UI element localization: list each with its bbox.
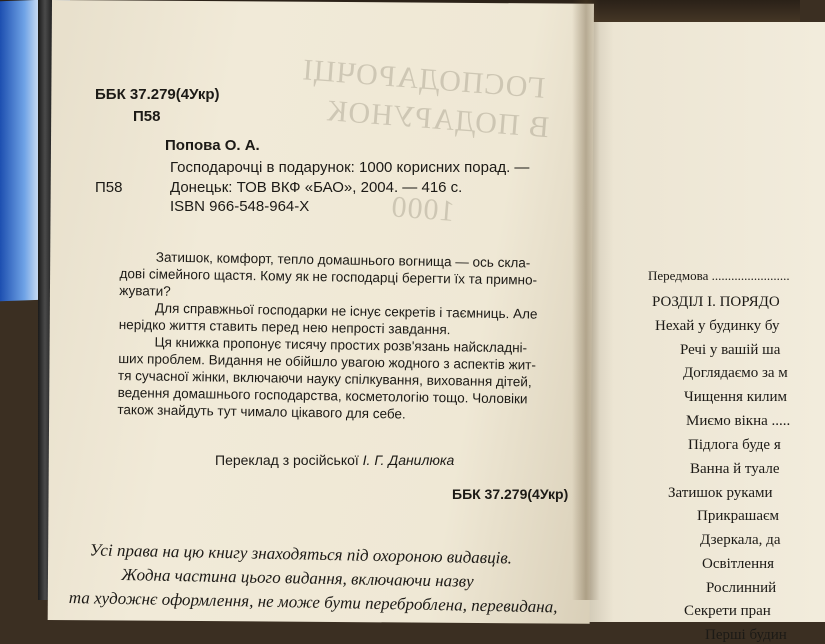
- rights-line: та художнє оформлення, не може бути переброблена, перевидана,: [68, 587, 558, 617]
- rights-line: Усі права на цю книгу знаходяться під охороною видавців.: [89, 540, 513, 568]
- toc-item: Прикрашаєм: [697, 508, 779, 524]
- annotation-line: нерідко життя ставить перед нею непрості завдання.: [118, 316, 451, 338]
- translator-name: І. Г. Данилюка: [362, 452, 455, 468]
- toc-item: Ванна й туале: [690, 461, 780, 477]
- annotation-line: Для справжньої господарки не існує секретів і таємниць. Але: [154, 300, 538, 322]
- annotation-line: жувати?: [119, 282, 171, 299]
- annotation-text: [117, 248, 580, 425]
- toc-item: Доглядаємо за м: [683, 365, 788, 381]
- toc-item: Перші будин: [705, 627, 787, 643]
- toc-item: Секрети пран: [684, 603, 771, 619]
- catalog-code-left: П58: [95, 179, 123, 196]
- annotation-line: дові сімейного щастя. Кому як не господарці берегти їх та примно-: [119, 265, 538, 288]
- bbk-code-bottom: ББК 37.279(4Укр): [452, 486, 569, 502]
- annotation-line: Затишок, комфорт, тепло домашнього вогнища — ось скла-: [155, 249, 531, 271]
- toc-item: Миємо вікна .....: [686, 413, 791, 429]
- annotation-line: Ця книжка пропонує тисячу простих розв'язань найскладні-: [154, 334, 528, 356]
- rights-notice: [69, 538, 559, 619]
- toc-item: Дзеркала, да: [700, 532, 781, 548]
- toc-item: Речі у вашій ша: [680, 342, 781, 358]
- isbn: ISBN 966-548-964-X: [170, 198, 310, 215]
- translation-label: Переклад з російської: [215, 452, 363, 468]
- annotation-line: також знайдуть тут чимало цікавого для себе.: [117, 401, 406, 422]
- catalog-code-top: П58: [133, 108, 161, 125]
- toc-item: Затишок руками: [668, 485, 773, 501]
- annotation-line: ведення домашнього господарства, косметологію тощо. Чоловіки: [117, 384, 528, 407]
- show-through-text: В ПОДАРУНОК: [325, 94, 551, 145]
- annotation-line: тя сучасної жінки, включаючи науку спілкування, виховання дітей,: [117, 367, 532, 390]
- toc-item: Передмова ........................: [648, 268, 790, 283]
- toc-item: Підлога буде я: [688, 437, 781, 453]
- rights-line: Жодна частина цього видання, включаючи назву: [121, 564, 474, 591]
- publisher-line: Донецьк: ТОВ ВКФ «БАО», 2004. — 416 с.: [170, 179, 463, 196]
- author-name: Попова О. А.: [165, 137, 260, 154]
- bbk-code-top: ББК 37.279(4Укр): [95, 86, 220, 103]
- translation-credit: [215, 452, 454, 468]
- toc-item: Освітлення: [702, 556, 775, 572]
- annotation-line: ших проблем. Видання не обійшло увагою жодного з аспектів жит-: [118, 350, 537, 373]
- toc-item: Нехай у будинку бу: [655, 318, 780, 334]
- show-through-text: ГОСПОДАРОЧЦІ: [300, 53, 547, 105]
- toc-item: Чищення килим: [684, 389, 788, 405]
- toc-item: РОЗДІЛ І. ПОРЯДО: [652, 294, 780, 310]
- show-through-text: 1000: [389, 190, 456, 228]
- book-title-line: Господарочці в подарунок: 1000 корисних порад. —: [170, 159, 530, 176]
- toc-item: Рослинний: [706, 580, 777, 596]
